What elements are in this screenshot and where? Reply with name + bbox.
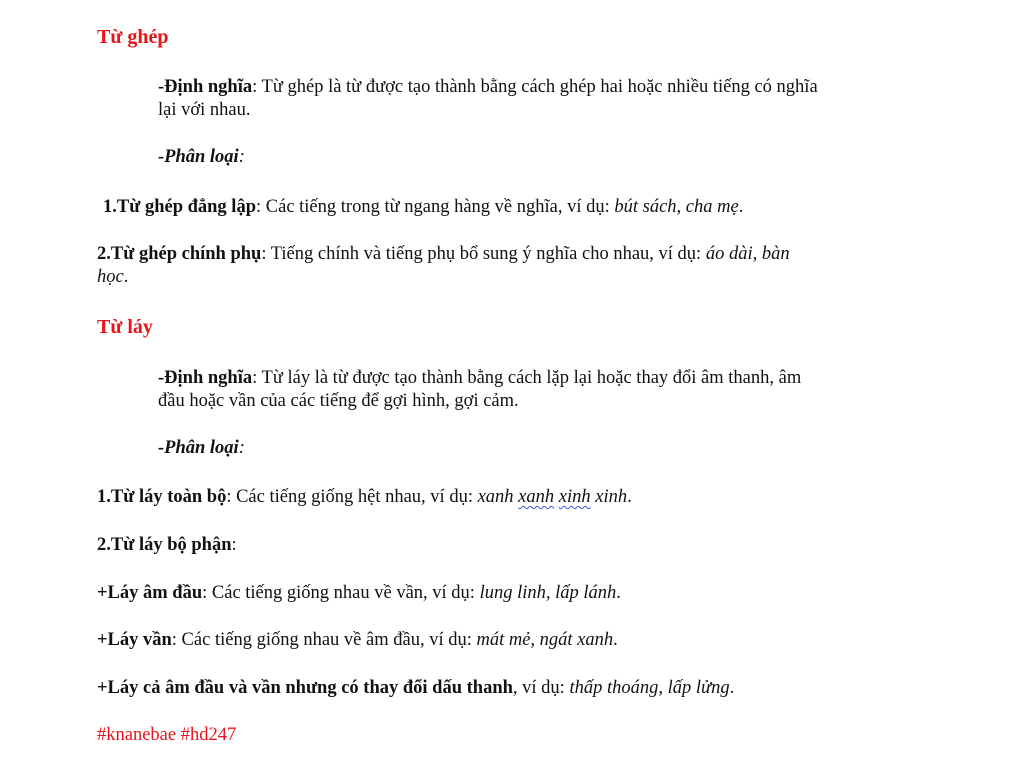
definition-label: -Định nghĩa — [158, 368, 253, 388]
lay-ca-am-dau-va-van — [97, 677, 734, 700]
heading-tu-lay: Từ láy — [97, 316, 153, 338]
tu-ghep-classification — [158, 146, 245, 169]
item-example: thấp thoáng, lấp lửng — [569, 678, 730, 698]
spellcheck-word: xinh — [558, 487, 591, 507]
tu-lay-definition-line2: đầu hoặc vần của các tiếng để gợi hình, gợi cảm. — [158, 391, 519, 411]
tu-lay-definition-line1 — [158, 367, 801, 390]
item-end: . — [627, 487, 632, 507]
classification-colon: : — [238, 438, 245, 458]
item-text: : Các tiếng trong từ ngang hàng về nghĩa, ví dụ: — [256, 197, 615, 217]
item-end: . — [613, 630, 618, 650]
tu-ghep-chinh-phu-line1 — [97, 243, 790, 266]
tu-ghep-dang-lap — [103, 196, 743, 219]
item-example: bút sách, cha mẹ — [614, 197, 739, 217]
spellcheck-word: xanh — [518, 487, 555, 507]
item-label: +Láy vần — [97, 630, 172, 650]
item-text: , ví dụ: — [512, 678, 570, 698]
item-example: lung linh, lấp lánh — [479, 583, 617, 603]
item-text: : Các tiếng giống nhau về vần, ví dụ: — [202, 583, 480, 603]
classification-colon: : — [238, 147, 245, 167]
item-example: mát mẻ, ngát xanh — [476, 630, 614, 650]
item-label: 1.Từ láy toàn bộ — [97, 487, 227, 507]
item-example — [478, 487, 628, 507]
tu-ghep-definition-line1 — [158, 76, 818, 99]
item-label: +Láy âm đầu — [97, 583, 203, 603]
classification-label: -Phân loại — [158, 438, 239, 458]
item-label: 2.Từ ghép chính phụ — [97, 244, 262, 264]
classification-label: -Phân loại — [158, 147, 239, 167]
heading-tu-ghep: Từ ghép — [97, 26, 169, 48]
hashtags: #knanebae #hd247 — [97, 725, 237, 745]
item-end: . — [616, 583, 621, 603]
item-label: 2.Từ láy bộ phận — [97, 535, 232, 555]
item-text: : Các tiếng giống hệt nhau, ví dụ: — [226, 487, 478, 507]
example-word: xanh — [477, 487, 519, 507]
item-label: +Láy cả âm đầu và vần nhưng có thay đổi dấu thanh — [97, 678, 513, 698]
item-end: . — [729, 678, 735, 698]
tu-lay-toan-bo — [97, 486, 632, 509]
item-text: : Tiếng chính và tiếng phụ bổ sung ý nghĩa cho nhau, ví dụ: — [261, 244, 706, 264]
definition-text: : Từ láy là từ được tạo thành bằng cách lặp lại hoặc thay đổi âm thanh, âm — [252, 368, 802, 388]
definition-label: -Định nghĩa — [158, 77, 253, 97]
item-example: áo dài, bàn — [705, 244, 790, 264]
item-example-cont: học — [97, 267, 124, 287]
item-end: . — [123, 267, 129, 287]
tu-ghep-chinh-phu-line2 — [97, 266, 128, 289]
example-word: xinh — [590, 487, 628, 507]
lay-van — [97, 629, 618, 652]
item-end: . — [738, 197, 744, 217]
tu-ghep-definition-line2: lại với nhau. — [158, 100, 251, 120]
lay-am-dau — [97, 582, 621, 605]
tu-lay-bo-phan — [97, 534, 237, 557]
tu-lay-classification — [158, 437, 245, 460]
item-colon: : — [231, 535, 237, 555]
item-label: 1.Từ ghép đẳng lập — [103, 197, 256, 217]
item-text: : Các tiếng giống nhau về âm đầu, ví dụ: — [171, 630, 477, 650]
definition-text: : Từ ghép là từ được tạo thành bằng cách ghép hai hoặc nhiều tiếng có nghĩa — [252, 77, 818, 97]
